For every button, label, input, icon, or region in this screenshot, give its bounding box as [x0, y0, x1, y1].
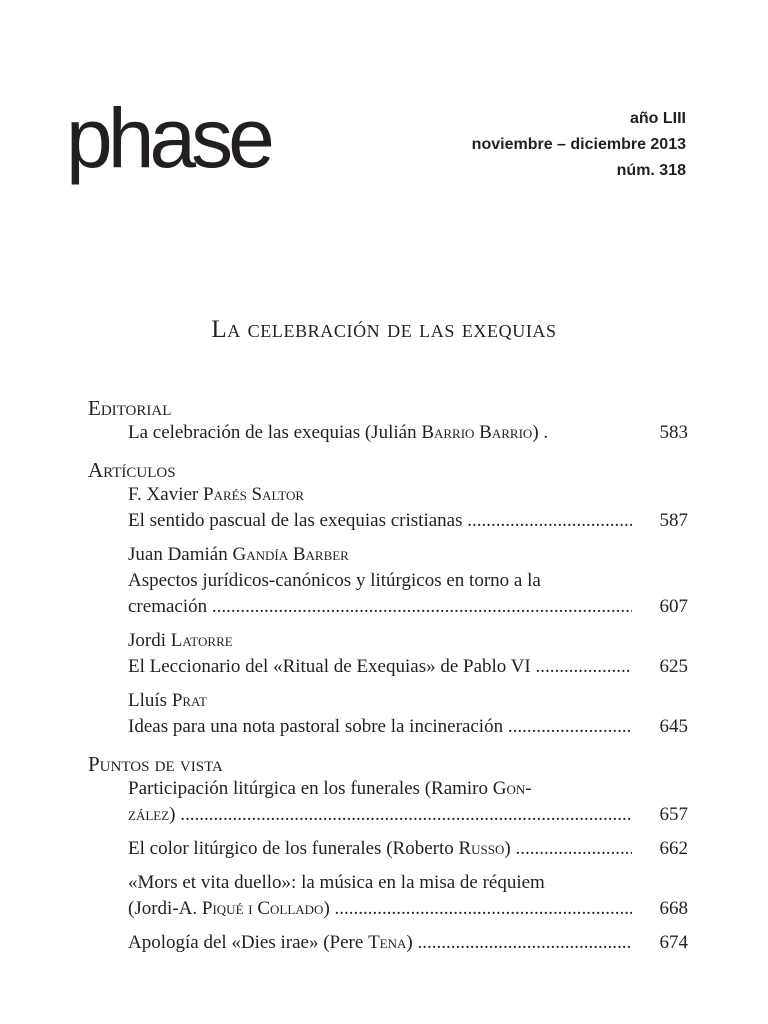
- entry-line: [128, 802, 688, 828]
- entry-line: [128, 930, 688, 956]
- entry-line: [128, 508, 688, 534]
- issue-year: año LIII: [630, 110, 686, 127]
- entry-title: Ideas para una nota pastoral sobre la incineración .....: [128, 714, 632, 740]
- toc-section-puntos-de-vista: [88, 752, 688, 956]
- entry-title: Aspectos jurídicos-canónicos y litúrgicos en torno a la: [128, 570, 541, 591]
- entry-title-cont: cremación .....: [128, 594, 632, 620]
- entry-title: Apología del «Dies irae» (Pere Tena) .....: [128, 930, 632, 956]
- entry-title: «Mors et vita duello»: la música en la misa de réquiem: [128, 872, 545, 893]
- toc-entry[interactable]: [128, 930, 688, 956]
- entry-author: Juan Damián Gandía Barber: [128, 544, 349, 565]
- entry-title: Participación litúrgica en los funerales (Ramiro Gon-: [128, 778, 532, 799]
- entry-author: Lluís Prat: [128, 690, 207, 711]
- entry-line: [128, 870, 688, 896]
- entry-line: [128, 776, 688, 802]
- toc-entry[interactable]: [128, 420, 688, 446]
- toc-section-editorial: [88, 396, 688, 446]
- section-heading: Editorial: [88, 396, 172, 420]
- issue-number: núm. 318: [616, 162, 686, 179]
- table-of-contents: [88, 396, 688, 968]
- section-heading: Puntos de vista: [88, 752, 223, 776]
- toc-entry[interactable]: [128, 836, 688, 862]
- page-number: 668: [659, 898, 688, 919]
- page-title: La celebración de las exequias: [211, 316, 557, 343]
- entry-title: El color litúrgico de los funerales (Roberto Russo) .....: [128, 836, 632, 862]
- page-number: 674: [659, 932, 688, 953]
- page-number: 583: [659, 422, 688, 443]
- entry-line: [128, 568, 688, 594]
- section-heading: Artículos: [88, 458, 176, 482]
- issue-period: noviembre – diciembre 2013: [471, 136, 686, 153]
- toc-entry[interactable]: [128, 628, 688, 680]
- entry-title-cont: (Jordi-A. Piqué i Collado) .....: [128, 896, 632, 922]
- page-number: 607: [659, 596, 688, 617]
- entry-line: [128, 836, 688, 862]
- journal-logo: phase: [66, 91, 270, 185]
- toc-entry[interactable]: [128, 776, 688, 828]
- toc-section-articulos: [88, 458, 688, 740]
- entry-line: [128, 594, 688, 620]
- entry-author: Jordi Latorre: [128, 630, 233, 651]
- issue-info: [472, 106, 686, 184]
- toc-entry[interactable]: [128, 542, 688, 620]
- page-number: 625: [659, 656, 688, 677]
- entry-line: [128, 420, 688, 446]
- toc-entry[interactable]: [128, 870, 688, 922]
- toc-entry[interactable]: [128, 688, 688, 740]
- entry-title: La celebración de las exequias (Julián Barrio Barrio) .: [128, 422, 549, 443]
- entry-line: [128, 896, 688, 922]
- entry-title-cont: zález) .....: [128, 802, 632, 828]
- page-number: 587: [659, 510, 688, 531]
- page-number: 645: [659, 716, 688, 737]
- page-number: 662: [659, 838, 688, 859]
- entry-author: F. Xavier Parés Saltor: [128, 484, 305, 505]
- entry-title: El Leccionario del «Ritual de Exequias» de Pablo VI .....: [128, 654, 632, 680]
- entry-title: El sentido pascual de las exequias cristianas .....: [128, 508, 632, 534]
- page-number: 657: [659, 804, 688, 825]
- toc-entry[interactable]: [128, 482, 688, 534]
- entry-line: [128, 714, 688, 740]
- entry-line: [128, 654, 688, 680]
